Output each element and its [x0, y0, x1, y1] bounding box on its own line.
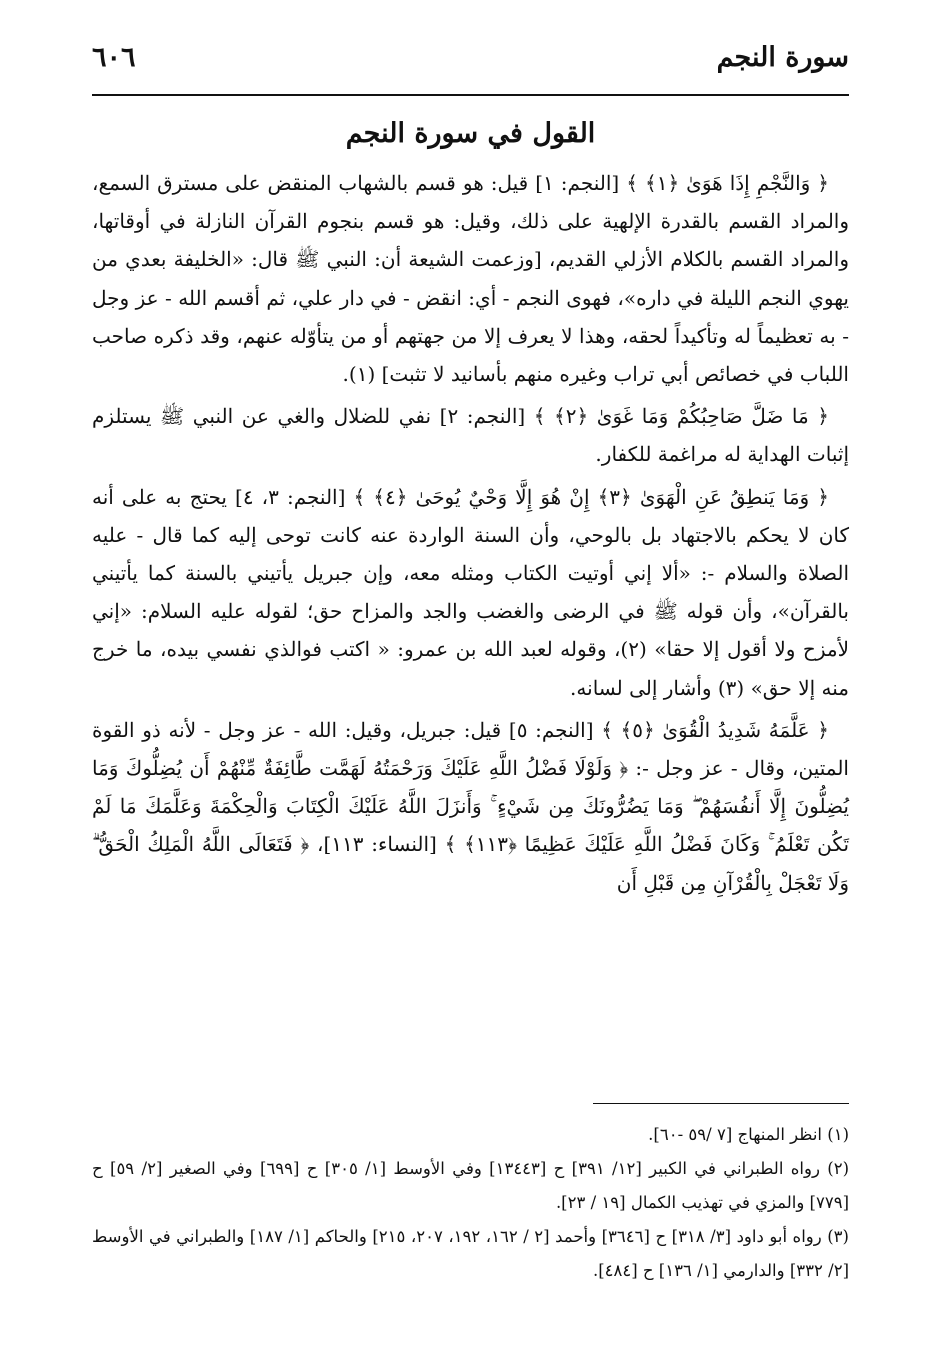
- running-title: سورة النجم: [716, 42, 849, 73]
- footnotes: [92, 1118, 849, 1288]
- page-header: [92, 38, 849, 96]
- page-number: ٦٠٦: [92, 42, 136, 73]
- footnote: (٣) رواه أبو داود [٣/ ٣١٨] ح [٣٦٤٦] وأحمد [٢ / ١٦٢، ١٩٢، ٢٠٧، ٢١٥] والحاكم [١/ ١٨٧] والطبراني في الأوسط [٢/ ٣٣٢] والدارمي [١/ ١٣٦] ح [٤٨٤].: [92, 1227, 849, 1280]
- paragraph: ﴿ مَا ضَلَّ صَاحِبُكُمْ وَمَا غَوَىٰ ﴿٢﴾ ﴾ [النجم: ٢] نفي للضلال والغي عن النبي ﷺ يستلزم إثبات الهداية له مراغمة للكفار.: [92, 404, 849, 467]
- footnote: (١) انظر المنهاج [٧ /٥٩ -٦٠].: [648, 1125, 849, 1144]
- footnote: (٢) رواه الطبراني في الكبير [١٢/ ٣٩١] ح [١٣٤٤٣] وفي الأوسط [١/ ٣٠٥] ح [٦٩٩] وفي الصغير [٢/ ٥٩] ح [٧٧٩] والمزي في تهذيب الكمال [١٩ / ٢٣].: [92, 1159, 850, 1212]
- paragraph: ﴿ وَمَا يَنطِقُ عَنِ الْهَوَىٰ ﴿٣﴾ إِنْ هُوَ إِلَّا وَحْيٌ يُوحَىٰ ﴿٤﴾ ﴾ [النجم: ٣، ٤] يحتج به على أنه كان لا يحكم بالاجتهاد بل بالوحي، وأن السنة الواردة عنه كانت توحى إليه كما قال - عليه الصلاة والسلام -: «ألا إني أوتيت الكتاب ومثله معه، وإن جبريل يأتيني بالسنة كما يأتيني بالقرآن»، وأن قوله ﷺ في الرضى والغضب والجد والمزاح حق؛ لقوله عليه السلام: «إني لأمزح ولا أقول إلا حقا» (٢)، وقوله لعبد الله بن عمرو: « اكتب فوالذي نفسي بيده، ما خرج منه إلا حق» (٣) وأشار إلى لسانه.: [92, 484, 849, 700]
- body-text: [92, 164, 849, 902]
- paragraph: ﴿ وَالنَّجْمِ إِذَا هَوَىٰ ﴿١﴾ ﴾ [النجم: ١] قيل: هو قسم بالشهاب المنقض على مسترق السمع، والمراد القسم بالقدرة الإلهية على ذلك، وقيل: هو قسم بنجوم القرآن النازلة في أوقاتها، والمراد القسم بالكلام الأزلي القديم، [وزعمت الشيعة أن: النبي ﷺ قال: «الخليفة بعدي من يهوي النجم الليلة في داره»، فهوى النجم - أي: انقض - في دار علي، ثم أقسم الله - عز وجل - به تعظيماً له وتأكيداً لحقه، وهذا لا يعرف إلا من جهتهم أو من يتأوّله عنهم، وقد ذكره صاحب اللباب في خصائص أبي تراب وغيره منهم بأسانيد لا تثبت] (١).: [92, 171, 849, 387]
- section-title: القول في سورة النجم: [345, 118, 596, 149]
- paragraph: ﴿ عَلَّمَهُ شَدِيدُ الْقُوَىٰ ﴿٥﴾ ﴾ [النجم: ٥] قيل: جبريل، وقيل: الله - عز وجل - لأنه ذو القوة المتين، وقال - عز وجل -: ﴿ وَلَوْلَا فَضْلُ اللَّهِ عَلَيْكَ وَرَحْمَتُهُ لَهَمَّت طَّائِفَةٌ مِّنْهُمْ أَن يُضِلُّوكَ وَمَا يُضِلُّونَ إِلَّا أَنفُسَهُمْ ۖ وَمَا يَضُرُّونَكَ مِن شَيْءٍ ۚ وَأَنزَلَ اللَّهُ عَلَيْكَ الْكِتَابَ وَالْحِكْمَةَ وَعَلَّمَكَ مَا لَمْ تَكُن تَعْلَمُ ۚ وَكَانَ فَضْلُ اللَّهِ عَلَيْكَ عَظِيمًا ﴿١١٣﴾ ﴾ [النساء: ١١٣]، ﴿ فَتَعَالَى اللَّهُ الْمَلِكُ الْحَقُّ ۗ وَلَا تَعْجَلْ بِالْقُرْآنِ مِن قَبْلِ أَن: [92, 717, 850, 895]
- footnote-divider: [593, 1103, 849, 1104]
